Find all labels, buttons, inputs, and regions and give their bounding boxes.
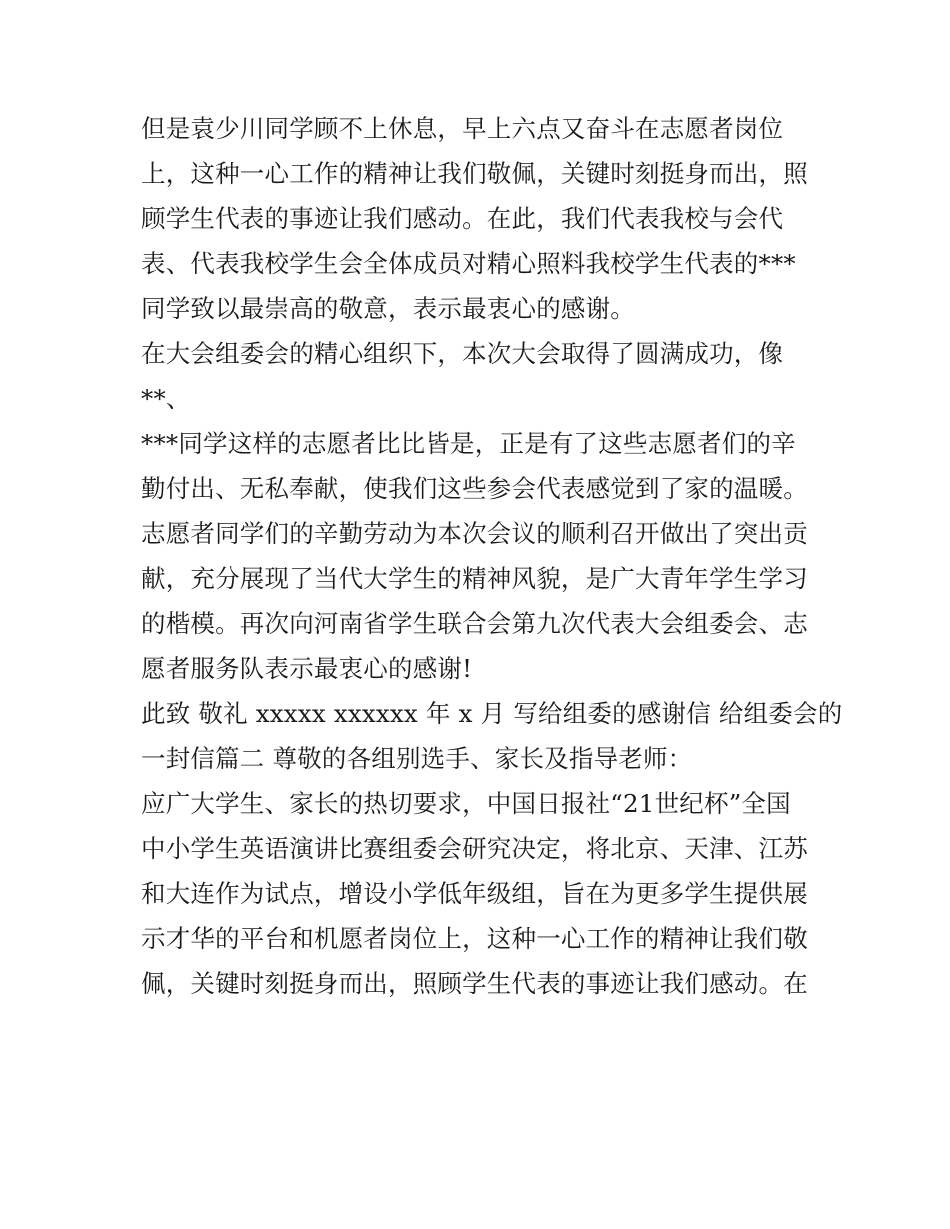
text-line: **、: [141, 384, 191, 413]
text-line: 表、代表我校学生会全体成员对精心照料我校学生代表的***: [141, 249, 796, 278]
text-line: 勤付出、无私奉献，使我们这些参会代表感觉到了家的温暖。: [141, 474, 808, 503]
text-line: 中小学生英语演讲比赛组委会研究决定，将北京、天津、江苏: [141, 834, 808, 863]
text-line: 在大会组委会的精心组织下，本次大会取得了圆满成功，像: [141, 339, 784, 368]
text-line: ***同学这样的志愿者比比皆是，正是有了这些志愿者们的辛: [141, 429, 796, 458]
text-line: 和大连作为试点，增设小学低年级组，旨在为更多学生提供展: [141, 879, 808, 908]
text-line: 应广大学生、家长的热切要求，中国日报社“21世纪杯”全国: [141, 789, 791, 818]
text-line: 此致 敬礼 xxxxx xxxxxx 年 x 月 写给组委的感谢信 给组委会的: [141, 699, 843, 728]
text-line: 上，这种一心工作的精神让我们敬佩，关键时刻挺身而出，照: [141, 159, 808, 188]
text-line: 佩，关键时刻挺身而出，照顾学生代表的事迹让我们感动。在: [141, 969, 808, 998]
text-line: 顾学生代表的事迹让我们感动。在此，我们代表我校与会代: [141, 204, 784, 233]
text-line: 献，充分展现了当代大学生的精神风貌，是广大青年学生学习: [141, 564, 808, 593]
text-line: 同学致以最崇高的敬意，表示最衷心的感谢。: [141, 294, 635, 323]
text-line: 示才华的平台和机愿者岗位上，这种一心工作的精神让我们敬: [141, 924, 808, 953]
document-body: [141, 106, 843, 1006]
text-line: 一封信篇二 尊敬的各组别选手、家长及指导老师：: [141, 744, 693, 773]
text-line: 的楷模。再次向河南省学生联合会第九次代表大会组委会、志: [141, 609, 808, 638]
text-line: 愿者服务队表示最衷心的感谢!: [141, 654, 473, 683]
text-line: 但是袁少川同学顾不上休息，早上六点又奋斗在志愿者岗位: [141, 114, 784, 143]
text-line: 志愿者同学们的辛勤劳动为本次会议的顺利召开做出了突出贡: [141, 519, 808, 548]
